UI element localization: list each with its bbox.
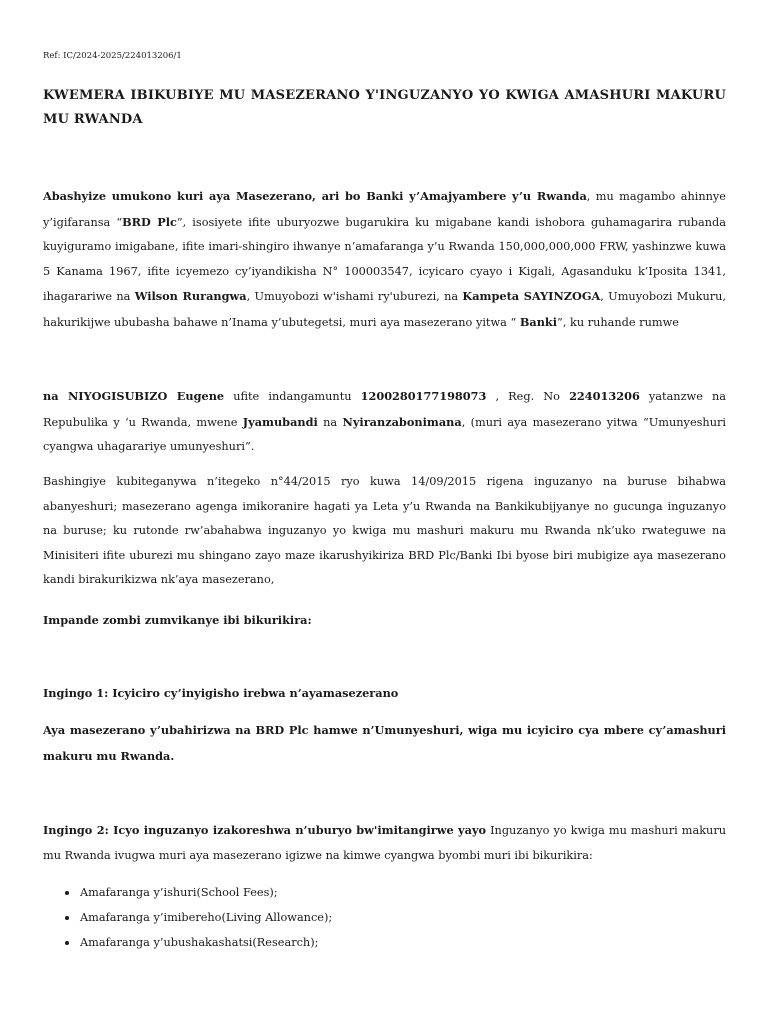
representative-name-2: Kampeta SAYINZOGA — [462, 289, 601, 304]
list-item: Amafaranga y’ishuri(School Fees); — [43, 880, 726, 905]
mother-name: Nyiranzabonimana — [342, 414, 462, 429]
representative-name-1: Wilson Rurangwa — [134, 289, 247, 304]
article-1-heading: Ingingo 1: Icyiciro cy’inyigisho irebwa n’ayamasezerano — [43, 686, 399, 700]
student-name: na NIYOGISUBIZO Eugene — [43, 389, 225, 403]
reference-number: Ref: IC/2024-2025/224013206/1 — [43, 51, 182, 61]
bullet-icon — [65, 891, 69, 895]
list-item: Amafaranga y’ubushakashatsi(Research); — [43, 930, 726, 955]
bank-alias: Banki — [519, 314, 558, 329]
article-2-heading: Ingingo 2: Icyo inguzanyo izakoreshwa n’uburyo bw'imitangirwe yayo — [43, 823, 487, 837]
bullet-icon — [65, 916, 69, 920]
parties-paragraph-student: na NIYOGISUBIZO Eugene ufite indangamuntu 1200280177198073 , Reg. No 224013206 yatanzwe na Repubulika y ‘u Rwanda, mwene Jyamubandi na Nyiranzabonimana, (muri aya masezerano yitwa “Umunyeshuri cyangwa uhagarariye umunyeshuri”. — [43, 389, 726, 454]
list-item: Amafaranga y’imibereho(Living Allowance); — [43, 905, 726, 930]
father-name: Jyamubandi — [242, 414, 318, 429]
loan-components-list — [43, 880, 726, 955]
legal-basis-paragraph: Bashingiye kubiteganywa n’itegeko n°44/2015 ryo kuwa 14/09/2015 rigena inguzanyo na buruse bihabwa abanyeshuri; masezerano agenga imikoranire hagati ya Leta y’u Rwanda na Bankikubijyanye no gucunga inguzanyo na buruse; ku rutonde rw’abahabwa inguzanyo yo kwiga mu mashuri makuru mu Rwanda nk’uko rwateguwe na Minisiteri ifite uburezi mu shingano zayo maze ikarushyikiriza BRD Plc/Banki Ibi byose biri mubigize aya masezerano kandi birakurikizwa nk’aya masezerano, — [43, 475, 726, 587]
article-1-body: Aya masezerano y’ubahirizwa na BRD Plc hamwe n’Umunyeshuri, wiga mu icyiciro cya mbere cy’amashuri makuru mu Rwanda. — [43, 723, 726, 763]
parties-paragraph-bank: Abashyize umukono kuri aya Masezerano, ari bo Banki y’Amajyambere y’u Rwanda, mu magambo ahinnye y’igifaransa “BRD Plc”, isosiyete ifite uburyozwe bugarukira ku migabane kandi ishobora guhamagarira rubanda kuyiguramo imigabane, ifite imari-shingiro ihwanye n’amafaranga y’u Rwanda 150,000,000,000 FRW, yashinzwe kuwa 5 Kanama 1967, ifite icyemezo cy’iyandikisha N° 100003547, icyicaro cyayo i Kigali, Agasanduku k’Iposita 1341, ihagarariwe na Wilson Rurangwa, Umuyobozi w'ishami ry'uburezi, na Kampeta SAYINZOGA, Umuyobozi Mukuru, hakurikijwe ububasha bahawe n’Inama y’ubutegetsi, muri aya masezerano yitwa “ Banki”, ku ruhande rumwe — [43, 189, 727, 329]
student-reg-number: 224013206 — [569, 389, 640, 403]
bullet-icon — [65, 941, 69, 945]
article-2-paragraph: Ingingo 2: Icyo inguzanyo izakoreshwa n’uburyo bw'imitangirwe yayo Inguzanyo yo kwiga mu mashuri makuru mu Rwanda ivugwa muri aya masezerano igizwe na kimwe cyangwa byombi muri ibi bikurikira: — [43, 823, 726, 862]
bank-short-name: BRD Plc — [122, 214, 177, 229]
bank-intro-bold: Abashyize umukono kuri aya Masezerano, ari bo Banki y’Amajyambere y’u Rwanda — [43, 189, 587, 203]
agreement-heading: Impande zombi zumvikanye ibi bikurikira: — [43, 613, 312, 627]
document-title: KWEMERA IBIKUBIYE MU MASEZERANO Y'INGUZANYO YO KWIGA AMASHURI MAKURU MU RWANDA — [43, 88, 726, 127]
student-id-number: 1200280177198073 — [360, 389, 487, 403]
